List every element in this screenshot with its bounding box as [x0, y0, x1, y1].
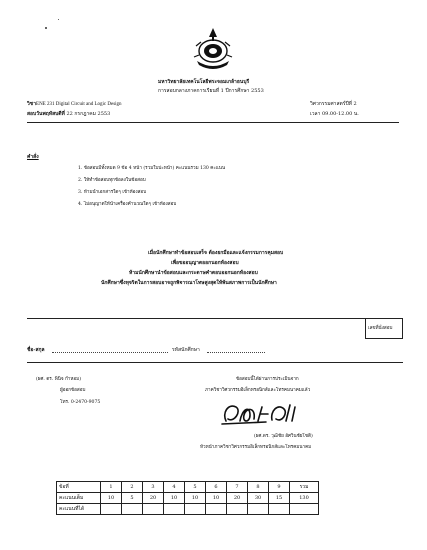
question-number: 5 — [185, 482, 206, 493]
signer-title: หัวหน้าภาควิชาวิศวกรรมอิเล็กทรอนิกส์และโทรคมนาคม — [200, 445, 312, 450]
row-label: คะแนนเต็ม — [57, 493, 101, 504]
student-id-label: รหัสนักศึกษา — [172, 347, 200, 353]
full-score: 30 — [248, 493, 269, 504]
signature-image — [220, 399, 302, 429]
question-number: 9 — [269, 482, 290, 493]
exam-title: การสอบกลางภาคการเรียนที่ 1 ปีการศึกษา 2553 — [158, 88, 264, 94]
earned-score-cell[interactable] — [269, 504, 290, 515]
earned-score-cell[interactable] — [101, 504, 122, 515]
program-text: วิศวกรรมศาสตร์ปีที่ 2 — [310, 101, 357, 107]
student-rule — [27, 362, 403, 363]
signer-name: (ผศ.ดร. วุฒิชัย อัศวินชัยโชติ) — [254, 434, 313, 439]
full-score: 20 — [227, 493, 248, 504]
question-number-row — [57, 482, 319, 493]
full-score-row — [57, 493, 319, 504]
full-score: 5 — [122, 493, 143, 504]
row-label: ข้อที่ — [57, 482, 101, 493]
exam-date-label: สอบวันพฤหัสบดีที่ — [27, 111, 65, 117]
score-table — [56, 481, 319, 515]
full-score: 10 — [206, 493, 227, 504]
question-number: 8 — [248, 482, 269, 493]
full-score: 10 — [185, 493, 206, 504]
instruction-item: 3. ห้ามนำเอกสารใดๆ เข้าห้องสอบ — [78, 190, 147, 195]
seat-rule — [27, 318, 365, 319]
notice-line: นักศึกษาซึ่งทุจริตในการสอบอาจถูกพิจารณาโทษสูงสุดให้พ้นสภาพการเป็นนักศึกษา — [101, 280, 277, 286]
subject-value: ENE 231 Digital Circuit and Logic Design — [36, 102, 122, 107]
subject-label: วิชา — [27, 101, 37, 107]
notice-line: เพื่อขออนุญาตออกนอกห้องสอบ — [171, 260, 239, 266]
student-id-field[interactable] — [207, 352, 265, 353]
notice-line: เมื่อนักศึกษาทำข้อสอบเสร็จ ต้องยกมือและแจ้งกรรมการคุมสอบ — [148, 250, 284, 256]
speck-mark — [45, 27, 47, 29]
approval-line: ข้อสอบนี้ได้ผ่านการประเมินจาก — [236, 377, 299, 382]
earned-score-total[interactable] — [290, 504, 319, 515]
row-label: คะแนนที่ได้ — [57, 504, 101, 515]
university-name: มหาวิทยาลัยเทคโนโลยีพระจอมเกล้าธนบุรี — [158, 79, 250, 85]
approval-line: ภาควิชาวิศวกรรมอิเล็กทรอนิกส์และโทรคมนาคมแล้ว — [205, 388, 311, 393]
name-label: ชื่อ-สกุล — [27, 347, 45, 353]
instruction-item: 4. ไม่อนุญาตให้นำเครื่องคำนวณใดๆ เข้าห้องสอบ — [78, 202, 177, 207]
subject-row — [27, 101, 122, 108]
exam-date-row — [27, 111, 110, 117]
earned-score-row — [57, 504, 319, 515]
earned-score-cell[interactable] — [185, 504, 206, 515]
earned-score-cell[interactable] — [227, 504, 248, 515]
total-label: รวม — [290, 482, 319, 493]
university-seal-logo — [193, 27, 233, 72]
earned-score-cell[interactable] — [122, 504, 143, 515]
notice-line: ห้ามนักศึกษานำข้อสอบและกระดาษคำตอบออกนอกห้องสอบ — [129, 270, 258, 276]
question-number: 1 — [101, 482, 122, 493]
earned-score-cell[interactable] — [143, 504, 164, 515]
question-number: 4 — [164, 482, 185, 493]
instruction-item: 1. ข้อสอบมีทั้งหมด 9 ข้อ 4 หน้า (รวมใบปะหน้า) คะแนนรวม 130 คะแนน — [78, 166, 226, 171]
examiner-phone: โทร. 0-2470-9075 — [60, 400, 101, 405]
full-score: 10 — [101, 493, 122, 504]
examiner-role: ผู้ออกข้อสอบ — [60, 388, 86, 393]
earned-score-cell[interactable] — [206, 504, 227, 515]
instructions-heading: คำสั่ง — [27, 154, 39, 160]
earned-score-cell[interactable] — [248, 504, 269, 515]
instruction-item: 2. ให้ทำข้อสอบทุกข้อลงในข้อสอบ — [78, 178, 146, 183]
speck-mark — [58, 19, 59, 20]
full-score: 15 — [269, 493, 290, 504]
exam-date-value: 22 กรกฎาคม 2553 — [66, 111, 111, 117]
name-field[interactable] — [52, 352, 168, 353]
seat-number-label: เลขที่นั่งสอบ — [368, 326, 393, 331]
full-score-total: 130 — [290, 493, 319, 504]
full-score: 20 — [143, 493, 164, 504]
examiner-name: (ผศ. ดร. พินิจ กำหอม) — [36, 377, 81, 382]
question-number: 6 — [206, 482, 227, 493]
exam-time: เวลา 09.00-12.00 น. — [310, 111, 359, 117]
full-score: 10 — [164, 493, 185, 504]
header-rule — [27, 122, 399, 123]
question-number: 3 — [143, 482, 164, 493]
earned-score-cell[interactable] — [164, 504, 185, 515]
question-number: 2 — [122, 482, 143, 493]
question-number: 7 — [227, 482, 248, 493]
